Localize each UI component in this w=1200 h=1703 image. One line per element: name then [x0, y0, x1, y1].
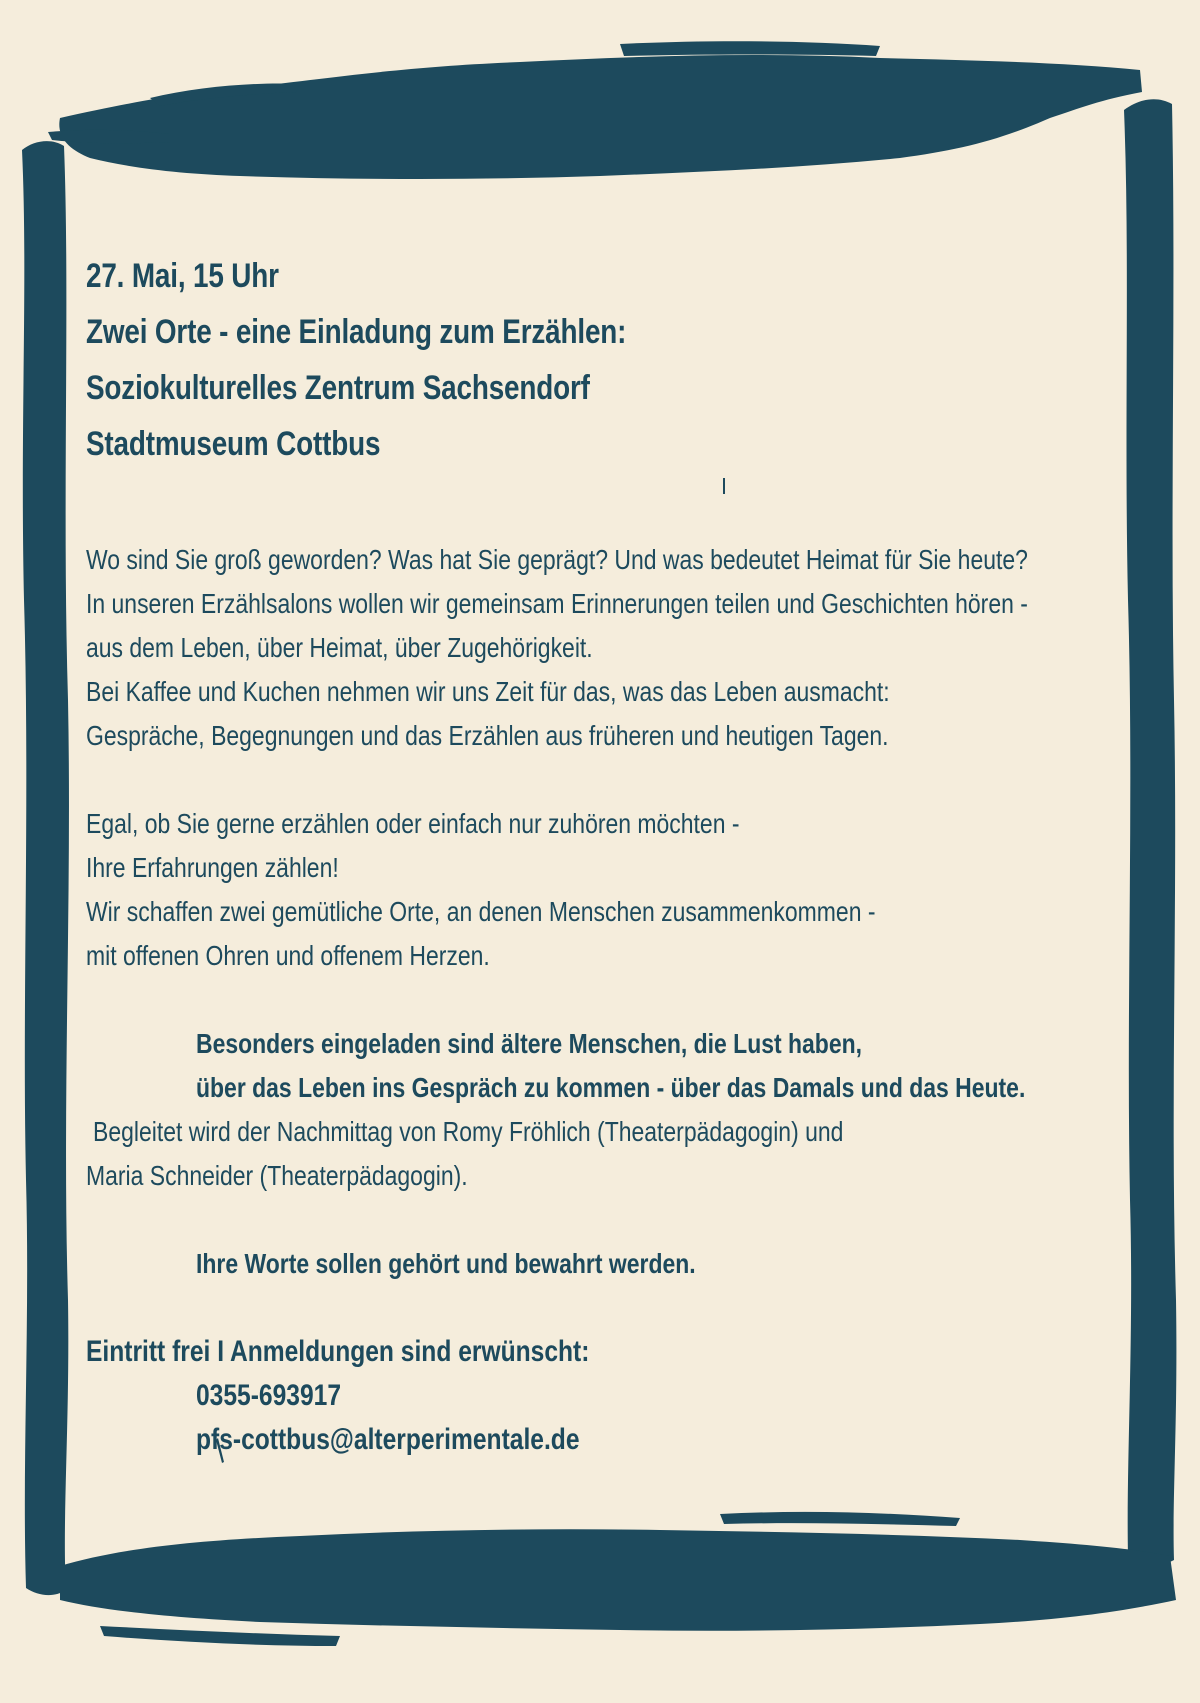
flyer-content: [86, 248, 1126, 1462]
facilitators-line: Begleitet wird der Nachmittag von Romy Fröhlich (Theaterpädagogin) und: [93, 1116, 844, 1147]
venue-1: Soziokulturelles Zentrum Sachsendorf: [86, 369, 590, 407]
contact-phone[interactable]: 0355-693917: [196, 1379, 342, 1412]
facilitators-line: Maria Schneider (Theaterpädagogin).: [86, 1160, 468, 1191]
paragraph-line: Gespräche, Begegnungen und das Erzählen aus früheren und heutigen Tagen.: [86, 720, 889, 751]
top-brush-stroke: [59, 55, 1142, 179]
paragraph-line: Ihre Erfahrungen zählen!: [86, 852, 339, 883]
highlight-line: Besonders eingeladen sind ältere Menschen, die Lust haben,: [196, 1028, 863, 1059]
closing-line: Ihre Worte sollen gehört und bewahrt werden.: [196, 1248, 696, 1279]
paragraph-line: mit offenen Ohren und offenem Herzen.: [86, 940, 490, 971]
contact-intro: Eintritt frei I Anmeldungen sind erwünscht:: [86, 1335, 590, 1368]
heading-block: [86, 248, 1126, 472]
bottom-brush-stroke: [60, 1529, 1176, 1631]
facilitators-block: [86, 1110, 1126, 1198]
paragraph-line: In unseren Erzählsalons wollen wir gemeinsam Erinnerungen teilen und Geschichten hören -: [86, 588, 1028, 619]
intro-paragraph: [86, 538, 1126, 758]
left-brush-stroke: [22, 141, 69, 1595]
highlight-block: [86, 1022, 1126, 1110]
contact-block: [86, 1330, 1126, 1462]
highlight-line: über das Leben ins Gespräch zu kommen - über das Damals und das Heute.: [196, 1072, 1026, 1103]
paragraph-line: Wo sind Sie groß geworden? Was hat Sie geprägt? Und was bedeutet Heimat für Sie heute?: [86, 544, 1028, 575]
contact-email[interactable]: pfs-cottbus@alterperimentale.de: [196, 1423, 580, 1456]
event-title: Zwei Orte - eine Einladung zum Erzählen:: [86, 313, 627, 351]
event-date: 27. Mai, 15 Uhr: [86, 257, 279, 295]
venue-2: Stadtmuseum Cottbus: [86, 425, 381, 463]
right-brush-stroke: [1124, 99, 1176, 1565]
paragraph-line: Egal, ob Sie gerne erzählen oder einfach nur zuhören möchten -: [86, 808, 740, 839]
paragraph-line: Bei Kaffee und Kuchen nehmen wir uns Zeit für das, was das Leben ausmacht:: [86, 676, 890, 707]
paragraph-line: aus dem Leben, über Heimat, über Zugehörigkeit.: [86, 632, 593, 663]
invitation-paragraph: [86, 802, 1126, 978]
paragraph-line: Wir schaffen zwei gemütliche Orte, an denen Menschen zusammenkommen -: [86, 896, 876, 927]
